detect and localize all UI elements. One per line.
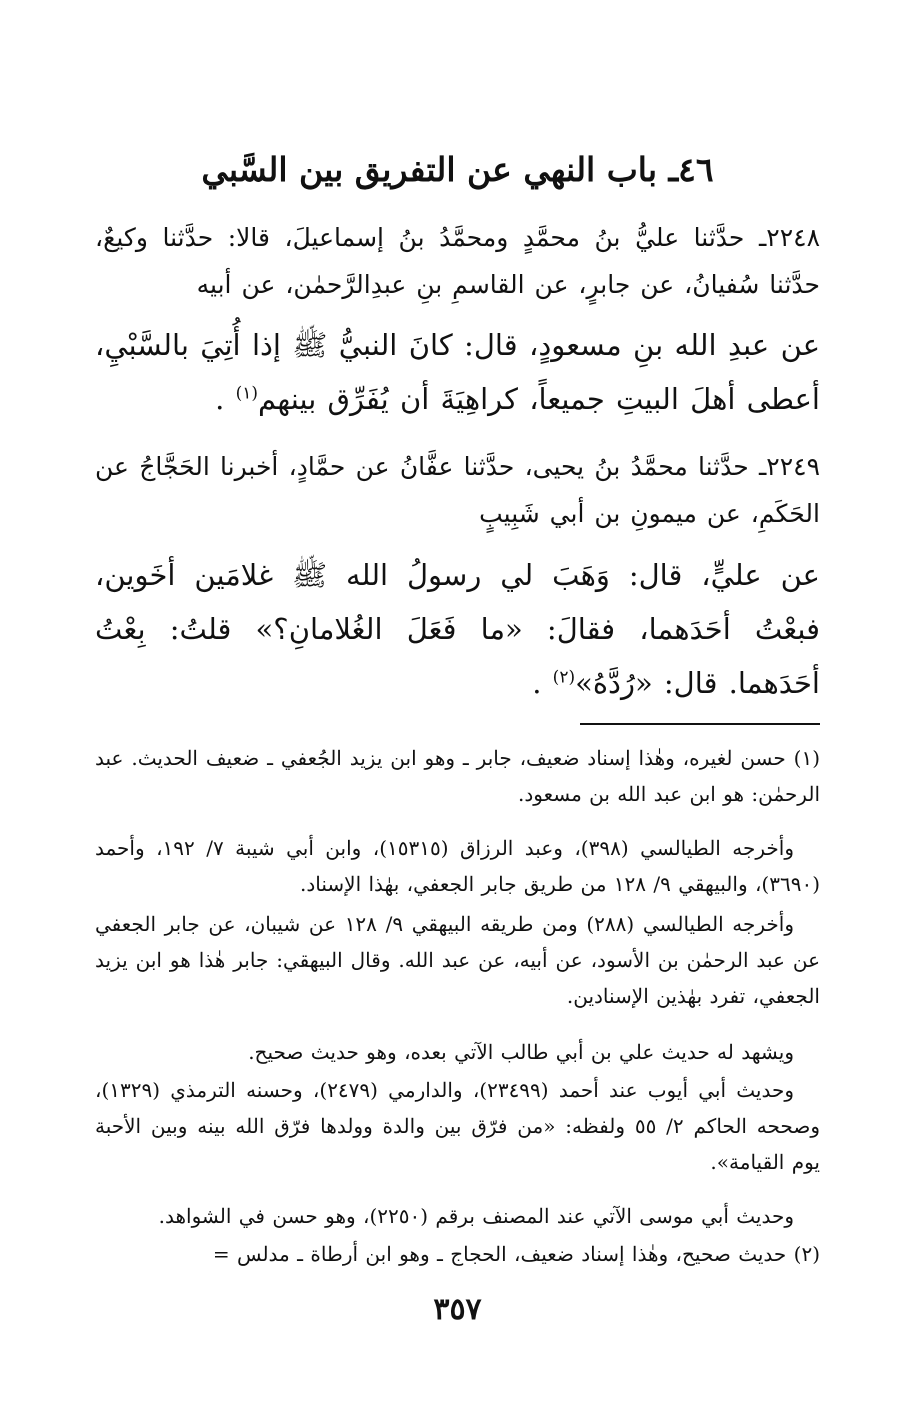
footnote-1-grading: (١) حسن لغيره، وهٰذا إسناد ضعيف، جابر ـ وهو ابن يزيد الجُعفي ـ ضعيف الحديث. عبد الرحمٰن: هو ابن عبد الله بن مسعود.	[95, 746, 820, 806]
footnote-1-other-route: وأخرجه الطيالسي (٢٨٨) ومن طريقه البيهقي ٩/ ١٢٨ عن شيبان، عن جابر الجعفي عن عبد الرحمٰن بن الأسود، عن أبيه، عن عبد الله. وقال البيهقي: جابر هٰذا هو ابن يزيد الجعفي، تفرد بهٰذين الإسنادين.	[95, 912, 820, 1008]
hadith-2248-end: .	[215, 382, 225, 416]
hadith-2249-isnad: ٢٢٤٩ـ حدَّثنا محمَّدُ بنُ يحيى، حدَّثنا عفَّانُ عن حمَّادٍ، أخبرنا الحَجَّاجُ عن الحَكَمِ، عن ميمونِ بن أبي شَبِيبٍ	[95, 452, 820, 528]
footnote-1-takhrij: وأخرجه الطيالسي (٣٩٨)، وعبد الرزاق (١٥٣١٥)، وابن أبي شيبة ٧/ ١٩٢، وأحمد (٣٦٩٠)، والبيهقي ٩/ ١٢٨ من طريق جابر الجعفي، بهٰذا الإسناد.	[95, 836, 820, 896]
hadith-2249-matn-text: عن عليٍّ، قال: وَهَبَ لي رسولُ الله ﷺ غلامَين أخَوين، فبعْتُ أحَدَهما، فقالَ: «ما فَعَلَ الغُلامانِ؟» قلتُ: بِعْتُ أحَدَهما. قال: «رُدَّهُ»	[95, 558, 820, 700]
chapter-title: ٤٦ـ باب النهي عن التفريق بين السَّبي	[201, 150, 714, 189]
footnote-2-grading: (٢) حديث صحيح، وهٰذا إسناد ضعيف، الحجاج ـ وهو ابن أرطاة ـ مدلس =	[212, 1242, 820, 1266]
hadith-2248-matn-text: عن عبدِ الله بنِ مسعودٍ، قال: كانَ النبيُّ ﷺ إذا أُتِيَ بالسَّبْيِ، أعطى أهلَ البيتِ جميعاً، كراهِيَةَ أن يُفَرِّق بينهم	[95, 328, 820, 416]
page-number: ٣٥٧	[433, 1292, 482, 1327]
footnote-1-witness-abu-musa: وحديث أبي موسى الآتي عند المصنف برقم (٢٢٥٠)، وهو حسن في الشواهد.	[158, 1204, 794, 1228]
hadith-2249-matn	[95, 548, 820, 710]
hadith-2248-isnad: ٢٢٤٨ـ حدَّثنا عليُّ بنُ محمَّدٍ ومحمَّدُ بنُ إسماعيلَ، قالا: حدَّثنا وكيعٌ، حدَّثنا سُفيانُ، عن جابرٍ، عن القاسمِ بنِ عبدِالرَّحمٰن، عن أبيه	[95, 223, 820, 299]
footnote-separator	[580, 723, 820, 725]
footnote-ref-2[interactable]: (٢)	[552, 667, 576, 688]
footnote-1-witness-abu-ayyub: وحديث أبي أيوب عند أحمد (٢٣٤٩٩)، والدارمي (٢٤٧٩)، وحسنه الترمذي (١٣٢٩)، وصححه الحاكم ٢/ ٥٥ ولفظه: «من فرّق بين والدة وولدها فرّق الله بينه وبين الأحبة يوم القيامة».	[95, 1078, 820, 1174]
footnote-ref-1[interactable]: (١)	[235, 383, 259, 404]
hadith-2249-end: .	[532, 666, 542, 700]
footnote-1-witness-ali: ويشهد له حديث علي بن أبي طالب الآتي بعده، وهو حديث صحيح.	[248, 1040, 794, 1064]
hadith-2248-matn	[95, 318, 820, 426]
